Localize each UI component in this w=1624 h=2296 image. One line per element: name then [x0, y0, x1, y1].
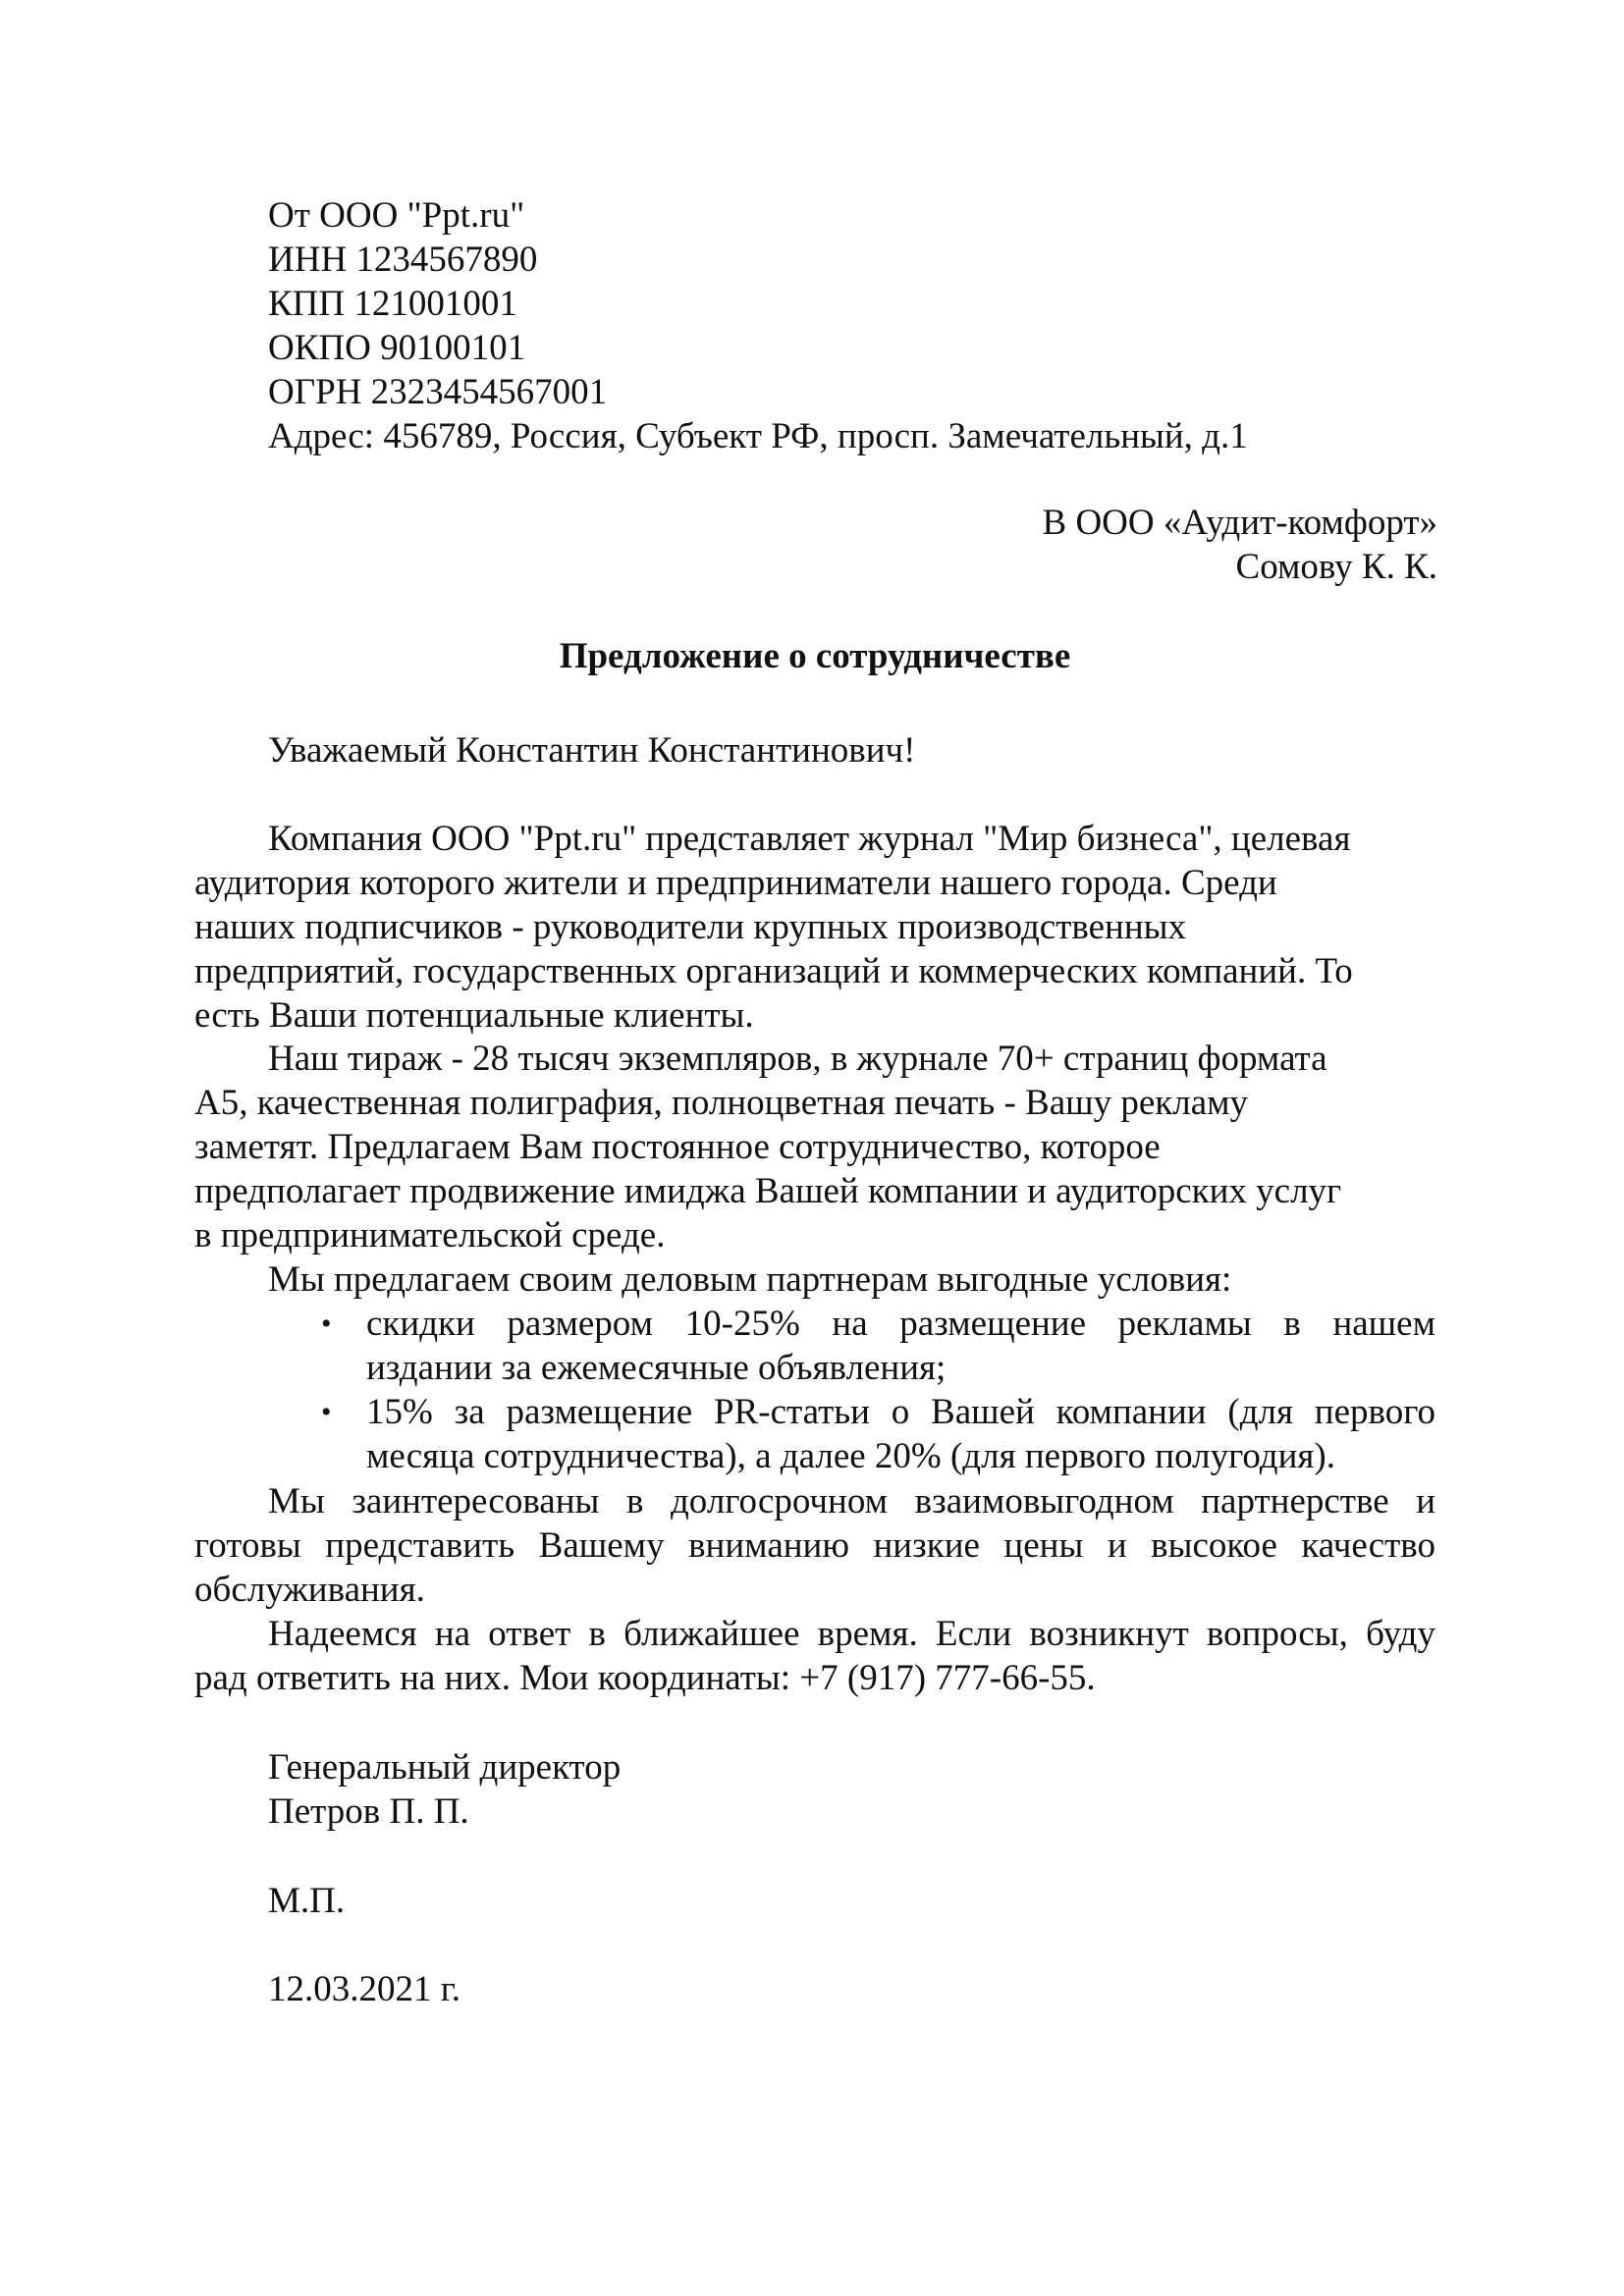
- paragraph-intro: [194, 817, 1435, 1038]
- paragraph-line: Мы заинтересованы в долгосрочном взаимовыгодном партнерстве и: [268, 1481, 1435, 1522]
- sender-company: От ООО "Ppt.ru": [268, 195, 525, 236]
- paragraph-line: в предпринимательской среде.: [194, 1215, 666, 1255]
- recipient-company: В ООО «Аудит-комфорт»: [1042, 503, 1437, 543]
- recipient-person: Сомову К. К.: [1235, 547, 1437, 587]
- stamp-place: М.П.: [268, 1881, 346, 1921]
- paragraph-line: готовы представить Вашему вниманию низкие цены и высокое качество: [194, 1525, 1435, 1566]
- paragraph-contacts: [194, 1612, 1435, 1700]
- conditions-list: [317, 1302, 1435, 1478]
- paragraph-line: рад ответить на них. Мои координаты: +7 (917) 777-66-55.: [194, 1658, 1096, 1698]
- list-item: [317, 1390, 1435, 1478]
- list-item-line: 15% за размещение PR-статьи о Вашей компании (для первого: [366, 1392, 1435, 1432]
- paragraph-line: аудитория которого жители и предприниматели нашего города. Среди: [194, 863, 1277, 903]
- signer-name: Петров П. П.: [268, 1791, 469, 1832]
- paragraph-line: Надеемся на ответ в ближайшее время. Если возникнут вопросы, буду: [268, 1614, 1435, 1654]
- list-item-line: месяца сотрудничества), а далее 20% (для первого полугодия).: [366, 1436, 1335, 1476]
- paragraph-line: предприятий, государственных организаций и коммерческих компаний. То: [194, 951, 1353, 991]
- recipient-block: [1043, 501, 1437, 589]
- paragraph-circulation: [194, 1037, 1435, 1257]
- paragraph-conditions: [194, 1257, 1435, 1302]
- list-item-line: скидки размером 10-25% на размещение рекламы в нашем: [366, 1304, 1435, 1344]
- paragraph-line: Мы предлагаем своим деловым партнерам выгодные условия:: [268, 1259, 1232, 1300]
- sender-ogrn: ОГРН 2323454567001: [268, 372, 608, 412]
- paragraph-line: Наш тираж - 28 тысяч экземпляров, в журнале 70+ страниц формата: [268, 1039, 1327, 1079]
- sender-block: [268, 193, 1248, 458]
- sender-address: Адрес: 456789, Россия, Субъект РФ, просп. Замечательный, д.1: [268, 416, 1248, 456]
- bullet-icon: •: [321, 1396, 332, 1428]
- sender-kpp: КПП 121001001: [268, 284, 517, 324]
- salutation: Уважаемый Константин Константинович!: [268, 730, 916, 771]
- bullet-icon: •: [321, 1308, 332, 1340]
- paragraph-line: предполагает продвижение имиджа Вашей компании и аудиторских услуг: [194, 1171, 1342, 1211]
- paragraph-line: есть Ваши потенциальные клиенты.: [194, 995, 754, 1036]
- document-title: Предложение о сотрудничестве: [559, 636, 1071, 676]
- sender-okpo: ОКПО 90100101: [268, 328, 526, 368]
- signer-position: Генеральный директор: [268, 1747, 622, 1788]
- paragraph-line: заметят. Предлагаем Вам постоянное сотрудничество, которое: [194, 1127, 1161, 1167]
- list-item-line: издании за ежемесячные объявления;: [366, 1348, 947, 1388]
- paragraph-line: наших подписчиков - руководители крупных производственных: [194, 907, 1187, 947]
- list-item: [317, 1302, 1435, 1390]
- paragraph-line: Компания ООО "Ppt.ru" представляет журнал "Мир бизнеса", целевая: [268, 819, 1351, 859]
- sender-inn: ИНН 1234567890: [268, 240, 538, 280]
- signature-block: [268, 1745, 621, 1834]
- paragraph-line: обслуживания.: [194, 1570, 425, 1610]
- paragraph-line: А5, качественная полиграфия, полноцветная печать - Вашу рекламу: [194, 1083, 1249, 1123]
- paragraph-partnership: [194, 1479, 1435, 1612]
- document-date: 12.03.2021 г.: [268, 1969, 461, 2009]
